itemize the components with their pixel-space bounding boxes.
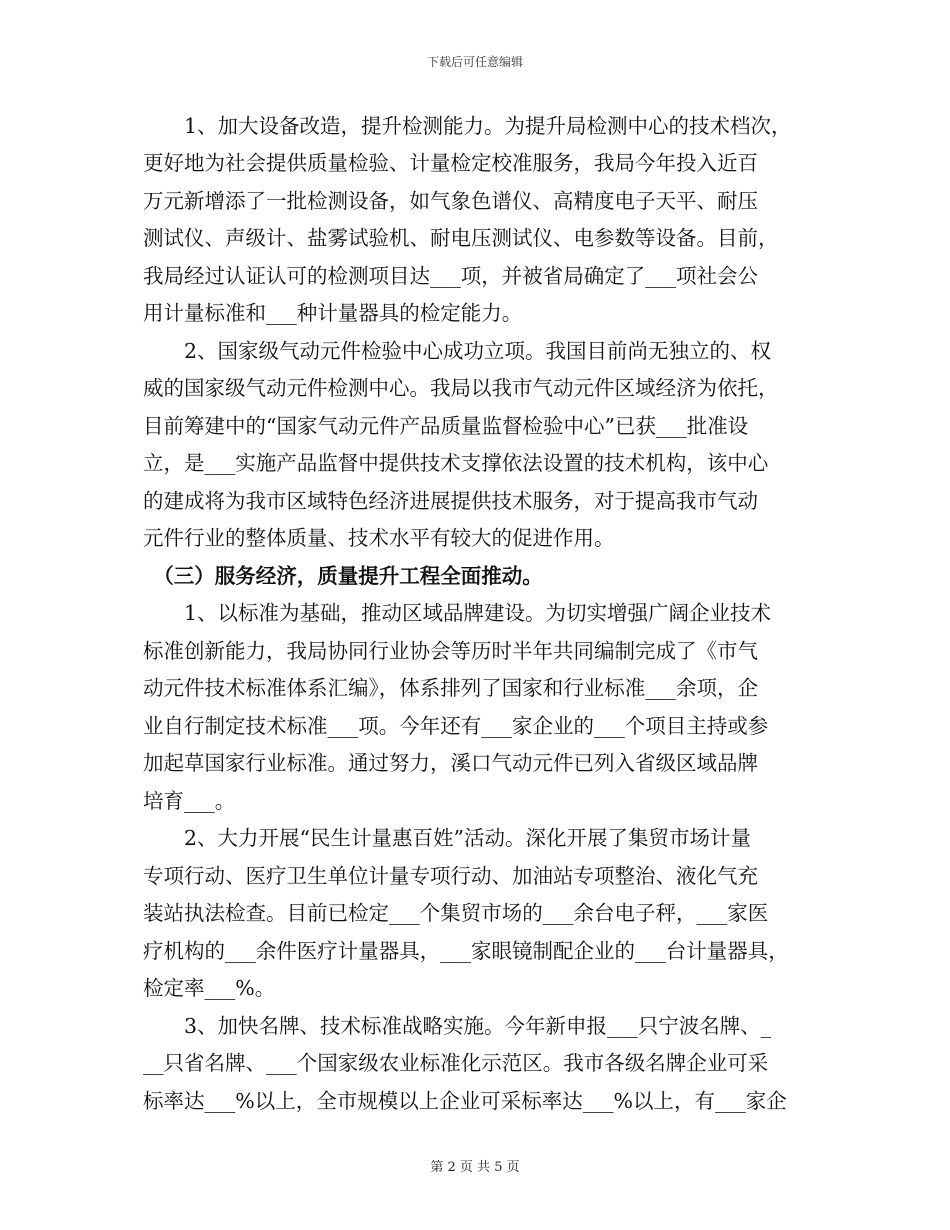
text-line: 用计量标准和___种计量器具的检定能力。 <box>143 301 523 325</box>
text-line: 2、大力开展“民生计量惠百姓”活动。深化开展了集贸市场计量 <box>143 826 752 850</box>
text-line: 更好地为社会提供质量检验、计量检定校准服务，我局今年投入近百 <box>143 151 758 175</box>
text-line: 1、以标准为基础，推动区域品牌建设。为切实增强广阔企业技术 <box>143 601 772 625</box>
text-line: 2、国家级气动元件检验中心成功立项。我国目前尚无独立的、权 <box>143 339 772 363</box>
text-line: 加起草国家行业标准。通过努力，溪口气动元件已列入省级区域品牌 <box>143 751 758 775</box>
text-line: 业自行制定技术标准___项。今年还有___家企业的___个项目主持或参 <box>143 714 769 738</box>
text-line: 3、加快名牌、技术标准战略实施。今年新申报___只宁波名牌、_ <box>143 1014 772 1038</box>
text-line: 的建成将为我市区域特色经济进展提供技术服务，对于提高我市气动 <box>143 489 758 513</box>
text-line: 培育___。 <box>143 789 236 813</box>
text-line: 专项行动、医疗卫生单位计量专项行动、加油站专项整治、液化气充 <box>143 864 758 888</box>
text-line: 检定率___%。 <box>143 976 276 1000</box>
page-header: 下载后可任意编辑 <box>426 55 523 69</box>
page-footer: 第 2 页 共 5 页 <box>430 1160 520 1175</box>
text-line: 测试仪、声级计、盐雾试验机、耐电压测试仪、电参数等设备。目前， <box>143 226 779 250</box>
text-line: 动元件技术标准体系汇编》，体系排列了国家和行业标准___余项，企 <box>143 676 758 700</box>
text-line: 装站执法检查。目前已检定___个集贸市场的___余台电子秤，___家医 <box>143 901 769 925</box>
text-line: 疗机构的___余件医疗计量器具，___家眼镜制配企业的___台计量器具， <box>143 939 789 963</box>
text-line: 目前筹建中的“国家气动元件产品质量监督检验中心”已获___批准设 <box>143 414 749 438</box>
text-line: 标率达___%以上，全市规模以上企业可采标率达___%以上，有___家企 <box>143 1089 787 1113</box>
text-line: 1、加大设备改造，提升检测能力。为提升局检测中心的技术档次， <box>143 114 792 138</box>
text-line: 标准创新能力，我局协同行业协会等历时半年共同编制完成了《市气 <box>143 639 758 663</box>
text-line: 我局经过认证认可的检测项目达___项，并被省局确定了___项社会公 <box>143 264 758 288</box>
text-line: 立，是___实施产品监督中提供技术支撑依法设置的技术机构，该中心 <box>143 451 769 475</box>
text-line: 威的国家级气动元件检测中心。我局以我市气动元件区域经济为依托， <box>143 376 779 400</box>
section-heading: （三）服务经济，质量提升工程全面推动。 <box>143 564 543 588</box>
text-line: __只省名牌、___个国家级农业标准化示范区。我市各级名牌企业可采 <box>143 1051 769 1075</box>
text-line: 元件行业的整体质量、技术水平有较大的促进作用。 <box>143 526 615 550</box>
text-line: 万元新增添了一批检测设备，如气象色谱仪、高精度电子天平、耐压 <box>143 189 758 213</box>
